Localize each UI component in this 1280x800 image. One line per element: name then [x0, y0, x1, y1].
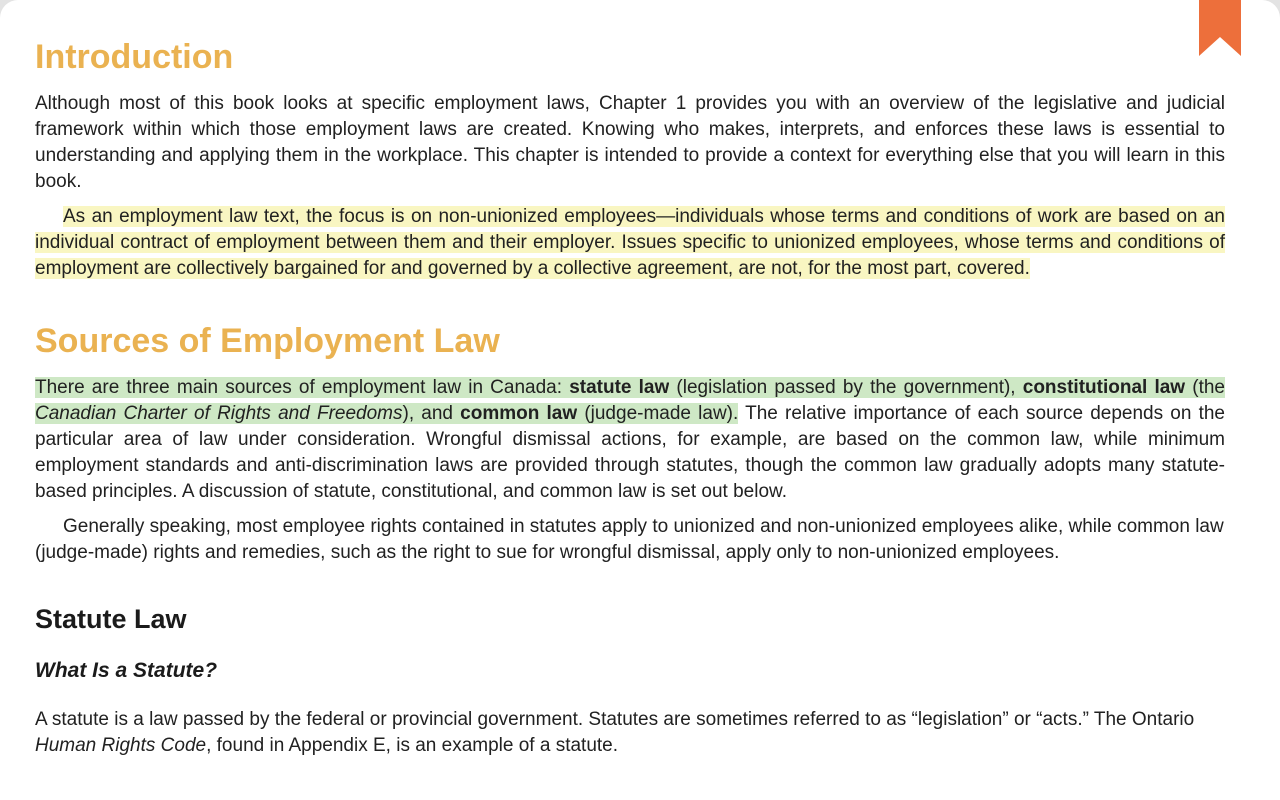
- text-segment: , found in Appendix E, is an example of a statute.: [206, 735, 619, 757]
- heading-sources-of-employment-law: Sources of Employment Law: [35, 322, 500, 361]
- paragraph-generally-speaking: [35, 514, 1225, 566]
- highlight-green[interactable]: (legislation passed by the government),: [669, 377, 1023, 399]
- highlight-green[interactable]: common law: [460, 403, 578, 425]
- text-segment: The relative importance of each source depends on the particular area of law under consideration. Wrongful dismissal actions, for example, are based on the common law, while minimum employment standards and anti-discrimination laws are provided through statutes, though the common law gradually adopts many statute-based principles. A discussion of statute, constitutional, and common law is set out below.: [35, 403, 1225, 503]
- heading-statute-law: Statute Law: [35, 604, 187, 635]
- text-segment: Although most of this book looks at specific employment laws, Chapter 1 provides you with an overview of the legislative and judicial framework within which those employment laws are created. Knowing who makes, interprets, and enforces these laws is essential to understanding and applying them in the workplace. This chapter is intended to provide a context for everything else that you will learn in this book.: [35, 93, 1225, 193]
- heading-what-is-a-statute: What Is a Statute?: [35, 659, 218, 683]
- paragraph-three-sources: [35, 375, 1225, 505]
- highlight-green[interactable]: statute law: [569, 377, 670, 399]
- highlight-green[interactable]: Canadian Charter of Rights and Freedoms: [35, 403, 403, 425]
- highlight-green[interactable]: constitutional law: [1022, 377, 1186, 399]
- highlight-green[interactable]: (judge-made law).: [577, 403, 739, 425]
- heading-introduction: Introduction: [35, 38, 234, 76]
- text-segment: A statute is a law passed by the federal or provincial government. Statutes are sometimes referred to as “legislation” or “acts.” The Ontario: [35, 709, 1195, 731]
- highlight-green[interactable]: ), and: [402, 403, 461, 425]
- paragraph-statute-definition: [35, 707, 1225, 759]
- paragraph-highlighted-yellow: [35, 204, 1225, 282]
- highlight-green[interactable]: (the: [1185, 377, 1225, 399]
- paragraph-intro-overview: [35, 91, 1225, 195]
- highlight-yellow[interactable]: As an employment law text, the focus is on non-unionized employees—individuals whose terms and conditions of work are based on an individual contract of employment between them and their employer. Issues specific to unionized employees, whose terms and conditions of employment are collectively bargained for and governed by a collective agreement, are not, for the most part, covered.: [35, 206, 1225, 280]
- highlight-green[interactable]: There are three main sources of employment law in Canada:: [35, 377, 570, 399]
- text-segment: Human Rights Code: [35, 735, 207, 757]
- text-segment: Generally speaking, most employee rights contained in statutes apply to unionized and non-unionized employees alike, while common law (judge-made) rights and remedies, such as the right to sue for wrongful dismissal, apply only to non-unionized employees.: [35, 516, 1224, 564]
